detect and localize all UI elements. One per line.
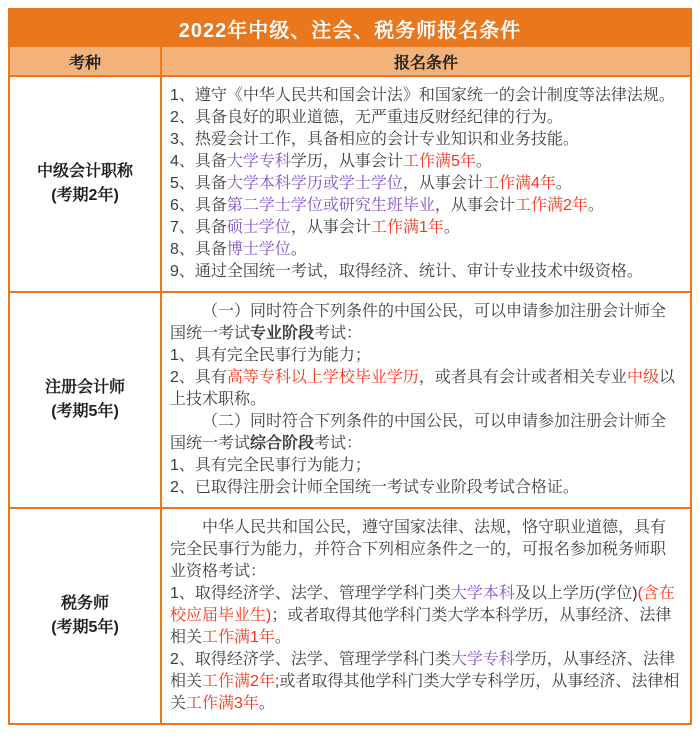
- exam-name: 中级会计职称: [36, 163, 133, 180]
- conditions-cpa: [162, 293, 690, 507]
- highlighted-text: 中级: [626, 369, 659, 386]
- row-intermediate-accounting: [10, 77, 690, 293]
- highlighted-text: 工作满2年: [202, 673, 275, 690]
- highlighted-text: 硕士学位: [226, 219, 291, 236]
- condition-paragraph: [170, 583, 680, 649]
- highlighted-text: 第二学士学位或研究生班毕业: [226, 197, 435, 214]
- highlighted-text: 大学本科: [450, 585, 515, 602]
- condition-text: 1、具有完全民事行为能力；: [170, 457, 371, 474]
- highlighted-text: 高等专科以上学校毕业学历: [226, 369, 419, 386]
- condition-paragraph: [170, 411, 680, 455]
- condition-text: 综合阶段: [250, 435, 315, 452]
- condition-paragraph: [170, 107, 680, 129]
- highlighted-text: 大学专科: [226, 153, 291, 170]
- condition-text: 。: [475, 153, 492, 170]
- condition-text: 。: [555, 175, 572, 192]
- condition-text: 。: [443, 219, 460, 236]
- highlighted-text: (含在校应届毕业生): [170, 585, 675, 624]
- condition-text: 1、遵守《中华人民共和国会计法》和国家统一的会计制度等法律法规。: [170, 87, 675, 104]
- condition-paragraph: [170, 85, 680, 107]
- header-cell-conditions: 报名条件: [393, 54, 458, 72]
- condition-paragraph: [170, 239, 680, 261]
- conditions-intermediate: [162, 77, 690, 291]
- row-label-cpa: [10, 293, 162, 507]
- condition-text: 4、具备: [170, 153, 227, 170]
- row-label-tax-agent: [10, 509, 162, 723]
- exam-period: (考期5年): [51, 619, 119, 636]
- condition-text: ，从事会计: [290, 219, 371, 236]
- condition-text: （二）同时符合下列条件的中国公民，可以申请参加注册会计师全国统一考试: [170, 413, 667, 452]
- condition-text: 。: [587, 197, 604, 214]
- condition-text: ;或者取得其他学科门类大学专科学历，从事经济、法律相关: [170, 673, 680, 712]
- condition-paragraph: [170, 129, 680, 151]
- condition-text: 1、取得经济学、法学、管理学学科门类: [170, 585, 451, 602]
- condition-text: 考试：: [314, 325, 363, 342]
- condition-paragraph: [170, 301, 680, 345]
- highlighted-text: 大学本科学历或学士学位: [226, 175, 403, 192]
- exam-period: (考期2年): [51, 187, 119, 204]
- condition-text: ，从事会计: [402, 175, 483, 192]
- condition-text: 。: [258, 695, 275, 712]
- row-cpa: [10, 293, 690, 509]
- highlighted-text: 工作满3年: [186, 695, 259, 712]
- condition-paragraph: [170, 455, 680, 477]
- condition-text: 以上技术职称。: [170, 369, 675, 408]
- condition-text: 考试：: [314, 435, 363, 452]
- condition-text: 。: [274, 629, 291, 646]
- header-cell-exam-type: 考种: [10, 47, 162, 75]
- table-header-row: [10, 47, 690, 77]
- highlighted-text: 工作满2年: [514, 197, 588, 214]
- condition-text: 3、热爱会计工作，具备相应的会计专业知识和业务技能。: [170, 131, 579, 148]
- condition-text: （一）同时符合下列条件的中国公民，可以申请参加注册会计师全国统一考试: [170, 303, 667, 342]
- row-label-intermediate: [10, 77, 162, 291]
- condition-text: 2、已取得注册会计师全国统一考试专业阶段考试合格证。: [170, 479, 579, 496]
- condition-paragraph: [170, 217, 680, 239]
- table-title: 2022年中级、注会、税务师报名条件: [10, 10, 690, 47]
- condition-text: 2、取得经济学、法学、管理学学科门类: [170, 651, 451, 668]
- condition-paragraph: [170, 367, 680, 411]
- conditions-tax-agent: [162, 509, 690, 723]
- exam-name: 税务师: [60, 595, 109, 612]
- highlighted-text: 工作满4年: [482, 175, 556, 192]
- condition-text: 学历，从事经济、法律相关: [170, 651, 675, 690]
- condition-paragraph: [170, 345, 680, 367]
- condition-text: 5、具备: [170, 175, 227, 192]
- condition-text: 9、通过全国统一考试，取得经济、统计、审计专业技术中级资格。: [170, 263, 643, 280]
- condition-text: 学历，从事会计: [290, 153, 403, 170]
- condition-text: ，从事会计: [434, 197, 515, 214]
- exam-name: 注册会计师: [44, 379, 125, 396]
- exam-conditions-table: [8, 8, 692, 725]
- highlighted-text: 博士学位: [226, 241, 291, 258]
- highlighted-text: 工作满1年: [202, 629, 275, 646]
- condition-text: 。: [290, 241, 307, 258]
- condition-text: 及以上学历(学位): [514, 585, 638, 602]
- condition-text: 2、具备良好的职业道德，无严重违反财经纪律的行为。: [170, 109, 563, 126]
- exam-period: (考期5年): [51, 403, 119, 420]
- condition-paragraph: [170, 173, 680, 195]
- row-tax-agent: [10, 509, 690, 723]
- condition-text: 中华人民共和国公民，遵守国家法律、法规，恪守职业道德，具有完全民事行为能力，并符合下列相应条件之一的，可报名参加税务师职业资格考试：: [170, 519, 667, 580]
- condition-text: 7、具备: [170, 219, 227, 236]
- highlighted-text: 工作满1年: [370, 219, 444, 236]
- condition-paragraph: [170, 195, 680, 217]
- condition-text: ，或者具有会计或者相关专业: [418, 369, 627, 386]
- highlighted-text: 大学专科: [450, 651, 515, 668]
- condition-paragraph: [170, 151, 680, 173]
- condition-text: 专业阶段: [250, 325, 315, 342]
- condition-paragraph: [170, 261, 680, 283]
- condition-paragraph: [170, 517, 680, 583]
- condition-text: 6、具备: [170, 197, 227, 214]
- condition-paragraph: [170, 649, 680, 715]
- condition-text: ；或者取得其他学科门类大学本科学历，从事经济、法律相关: [170, 607, 672, 646]
- condition-text: 2、具有: [170, 369, 227, 386]
- highlighted-text: 工作满5年: [402, 153, 476, 170]
- condition-paragraph: [170, 477, 680, 499]
- condition-text: 8、具备: [170, 241, 227, 258]
- condition-text: 1、具有完全民事行为能力；: [170, 347, 371, 364]
